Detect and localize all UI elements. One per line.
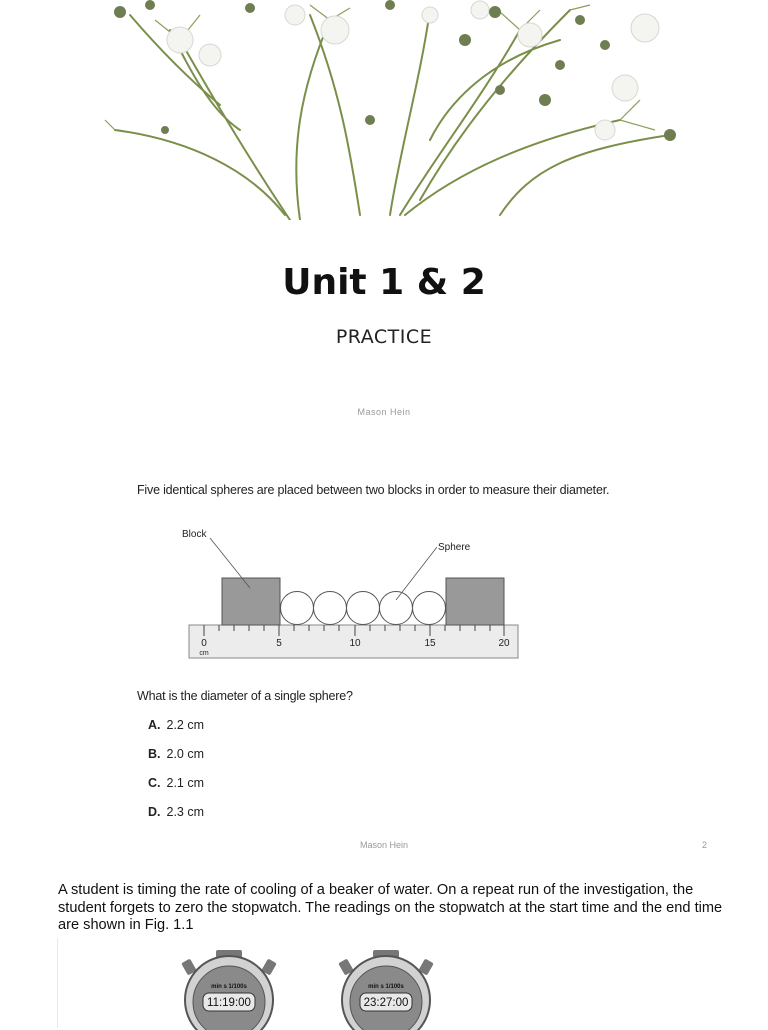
option-c-text: 2.1 cm (166, 776, 205, 790)
sphere-1 (281, 592, 314, 625)
tick-label-0: 0 (201, 638, 207, 649)
option-d-text: 2.3 cm (166, 805, 205, 819)
option-b-text: 2.0 cm (166, 747, 205, 761)
sphere-ruler-diagram (170, 520, 530, 665)
page-title: Unit 1 & 2 (282, 262, 486, 303)
block-label: Block (182, 529, 207, 540)
option-a-text: 2.2 cm (166, 718, 205, 732)
stopwatch-end (337, 950, 435, 1030)
stopwatch-end-reading: 23:27:00 (363, 997, 409, 1009)
ruler-unit: cm (199, 650, 209, 657)
tick-label-15: 15 (424, 638, 436, 649)
page-number: 2 (702, 840, 708, 850)
flower-illustration (100, 0, 680, 220)
divider (57, 938, 58, 1028)
question-1-stem: Five identical spheres are placed between two blocks in order to measure their diameter. (137, 483, 610, 497)
question-2-stem: A student is timing the rate of cooling of a beaker of water. On a repeat run of the investigation, the student forgets to zero the stopwatch. The readings on the stopwatch at the start time and the end time are shown in Fig. 1.1 (58, 882, 723, 933)
tick-label-20: 20 (498, 638, 510, 649)
sphere-3 (347, 592, 380, 625)
tick-label-5: 5 (276, 638, 282, 649)
option-a-letter: A. (148, 718, 161, 732)
right-block (446, 578, 504, 625)
option-b (148, 747, 204, 761)
sphere-2 (314, 592, 347, 625)
option-c (148, 776, 204, 790)
sphere-label: Sphere (438, 542, 471, 553)
option-b-letter: B. (148, 747, 161, 761)
stopwatch-start-reading: 11:19:00 (207, 997, 251, 1009)
sphere-4 (380, 592, 413, 625)
page-subtitle: PRACTICE (335, 326, 433, 348)
option-c-letter: C. (148, 776, 161, 790)
tick-label-10: 10 (349, 638, 361, 649)
option-a (148, 718, 204, 732)
option-d (148, 805, 204, 819)
question-1-prompt: What is the diameter of a single sphere? (137, 689, 353, 703)
stopwatch-start-header: min s 1/100s (211, 984, 247, 990)
left-block (222, 578, 280, 625)
footer-author: Mason Hein (359, 840, 409, 850)
cover-author: Mason Hein (357, 407, 411, 417)
stopwatch-start (180, 950, 278, 1030)
sphere-5 (413, 592, 446, 625)
option-d-letter: D. (148, 805, 161, 819)
stopwatch-end-header: min s 1/100s (368, 984, 404, 990)
